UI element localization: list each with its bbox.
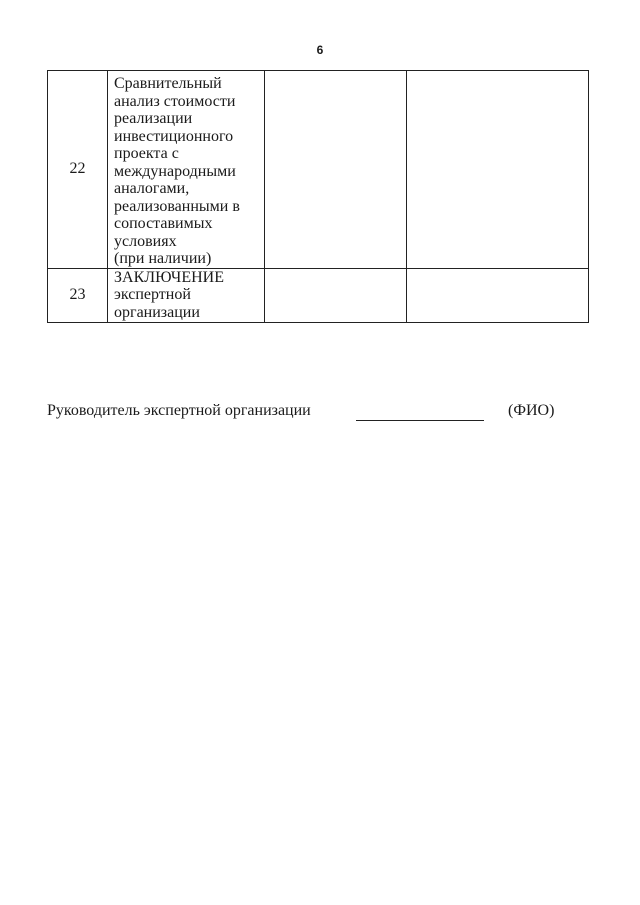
table-row [48,268,589,322]
description-line: условиях [114,232,177,250]
description-line: сопоставимых [114,215,213,232]
description-line: организации [114,303,200,321]
signature-line [356,420,484,421]
signature-label: Руководитель экспертной организации [47,402,311,419]
empty-cell [265,71,407,269]
table-row [48,71,589,269]
signature-name-placeholder: (ФИО) [508,402,555,419]
page-number: 6 [316,43,324,57]
description-line: анализ стоимости [114,92,236,110]
row-number: 23 [48,268,108,322]
description-line: аналогами, [114,180,190,197]
description-line: реализации [114,110,193,127]
empty-cell [407,71,589,269]
description-line: международными [114,162,236,180]
description-line: проекта с [114,145,179,162]
row-description [108,71,265,269]
description-line: (при наличии) [114,250,212,267]
row-description [108,268,265,322]
empty-cell [265,268,407,322]
description-line: ЗАКЛЮЧЕНИЕ [114,268,224,286]
document-table [47,70,589,323]
description-line: экспертной [114,286,191,303]
description-line: Сравнительный [114,75,222,92]
description-line: реализованными в [114,197,240,215]
row-number: 22 [48,71,108,269]
empty-cell [407,268,589,322]
description-line: инвестиционного [114,127,234,145]
